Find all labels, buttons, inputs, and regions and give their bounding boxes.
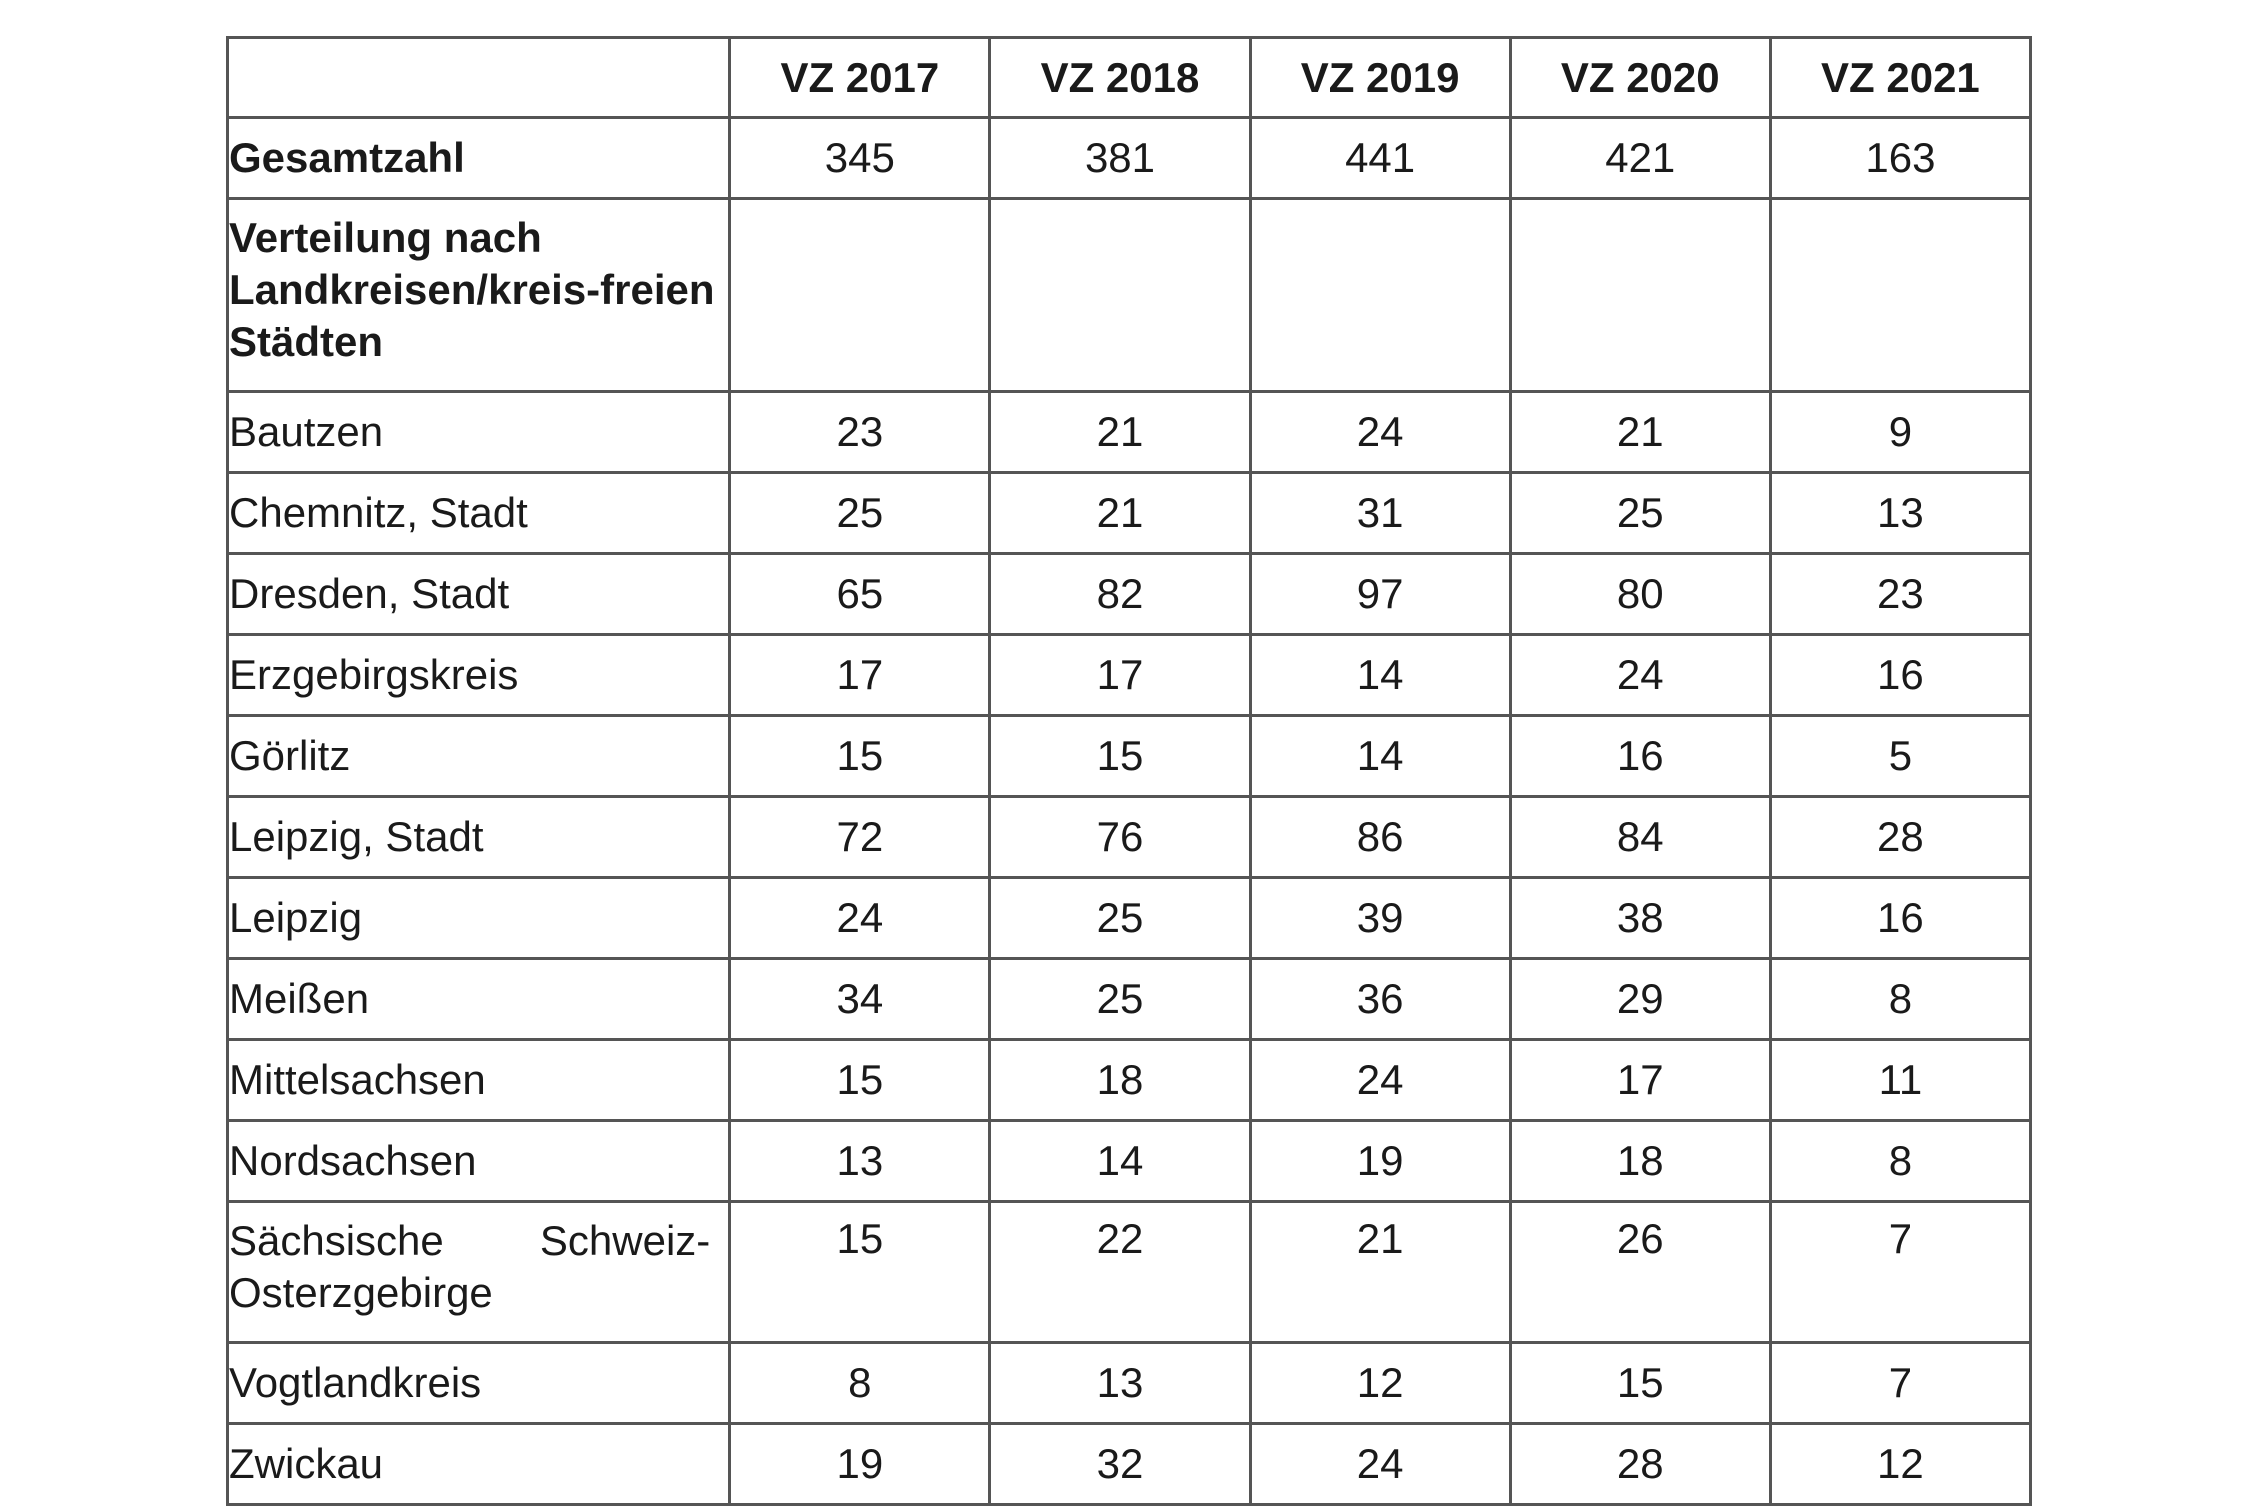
header-cell-year: VZ 2019 xyxy=(1250,38,1510,118)
data-table xyxy=(226,36,2032,1506)
table-cell: 14 xyxy=(1250,716,1510,797)
district-label: Nordsachsen xyxy=(228,1121,730,1202)
table-cell: 15 xyxy=(730,1202,990,1343)
table-cell: 84 xyxy=(1510,797,1770,878)
empty-cell xyxy=(1770,199,2030,392)
table-cell: 8 xyxy=(1770,959,2030,1040)
table-cell: 9 xyxy=(1770,392,2030,473)
table-cell: 25 xyxy=(990,878,1250,959)
table-cell: 13 xyxy=(990,1343,1250,1424)
table-row xyxy=(228,716,2031,797)
table-cell: 12 xyxy=(1770,1424,2030,1505)
table-cell: 24 xyxy=(730,878,990,959)
table-cell: 7 xyxy=(1770,1343,2030,1424)
table-cell: 80 xyxy=(1510,554,1770,635)
header-cell-year: VZ 2018 xyxy=(990,38,1250,118)
district-label: Mittelsachsen xyxy=(228,1040,730,1121)
table-cell: 15 xyxy=(1510,1343,1770,1424)
district-label: Leipzig, Stadt xyxy=(228,797,730,878)
district-label: Meißen xyxy=(228,959,730,1040)
table-cell: 15 xyxy=(730,716,990,797)
table-row xyxy=(228,878,2031,959)
district-label: Bautzen xyxy=(228,392,730,473)
header-cell-year: VZ 2021 xyxy=(1770,38,2030,118)
section-label: Verteilung nach Landkreisen/kreis-freien Städten xyxy=(228,199,730,392)
table-cell: 17 xyxy=(730,635,990,716)
table-cell: 8 xyxy=(730,1343,990,1424)
empty-cell xyxy=(1510,199,1770,392)
district-label: Görlitz xyxy=(228,716,730,797)
table-row xyxy=(228,1424,2031,1505)
table-cell: 7 xyxy=(1770,1202,2030,1343)
table-cell: 34 xyxy=(730,959,990,1040)
table-cell: 8 xyxy=(1770,1121,2030,1202)
table-cell: 36 xyxy=(1250,959,1510,1040)
table-row xyxy=(228,635,2031,716)
table-cell: 16 xyxy=(1510,716,1770,797)
table-cell: 97 xyxy=(1250,554,1510,635)
table-cell: 29 xyxy=(1510,959,1770,1040)
table-cell: 25 xyxy=(730,473,990,554)
empty-cell xyxy=(730,199,990,392)
table-cell: 14 xyxy=(1250,635,1510,716)
table-cell: 76 xyxy=(990,797,1250,878)
table-cell: 24 xyxy=(1250,392,1510,473)
table-cell: 13 xyxy=(1770,473,2030,554)
table-cell: 31 xyxy=(1250,473,1510,554)
total-label: Gesamtzahl xyxy=(228,118,730,199)
table-cell: 26 xyxy=(1510,1202,1770,1343)
total-value: 381 xyxy=(990,118,1250,199)
table-cell: 32 xyxy=(990,1424,1250,1505)
table-cell: 15 xyxy=(730,1040,990,1121)
table-cell: 28 xyxy=(1510,1424,1770,1505)
table-cell: 21 xyxy=(1250,1202,1510,1343)
table-cell: 39 xyxy=(1250,878,1510,959)
table-cell: 24 xyxy=(1510,635,1770,716)
table-cell: 16 xyxy=(1770,878,2030,959)
table-row xyxy=(228,1040,2031,1121)
table-cell: 24 xyxy=(1250,1040,1510,1121)
table-cell: 17 xyxy=(1510,1040,1770,1121)
district-label: Dresden, Stadt xyxy=(228,554,730,635)
table-cell: 65 xyxy=(730,554,990,635)
table-cell: 82 xyxy=(990,554,1250,635)
district-label: Vogtlandkreis xyxy=(228,1343,730,1424)
table-cell: 23 xyxy=(730,392,990,473)
table-cell: 21 xyxy=(990,392,1250,473)
header-row xyxy=(228,38,2031,118)
section-row xyxy=(228,199,2031,392)
table-cell: 11 xyxy=(1770,1040,2030,1121)
table-row xyxy=(228,554,2031,635)
table-cell: 25 xyxy=(1510,473,1770,554)
table-cell: 86 xyxy=(1250,797,1510,878)
district-label: Zwickau xyxy=(228,1424,730,1505)
table-cell: 22 xyxy=(990,1202,1250,1343)
table-cell: 24 xyxy=(1250,1424,1510,1505)
header-cell-year: VZ 2017 xyxy=(730,38,990,118)
empty-cell xyxy=(1250,199,1510,392)
table-cell: 25 xyxy=(990,959,1250,1040)
table-cell: 16 xyxy=(1770,635,2030,716)
total-value: 421 xyxy=(1510,118,1770,199)
table-cell: 19 xyxy=(1250,1121,1510,1202)
table-row xyxy=(228,959,2031,1040)
table-cell: 13 xyxy=(730,1121,990,1202)
table-row xyxy=(228,392,2031,473)
total-value: 441 xyxy=(1250,118,1510,199)
district-label: Leipzig xyxy=(228,878,730,959)
table-cell: 19 xyxy=(730,1424,990,1505)
table-cell: 12 xyxy=(1250,1343,1510,1424)
table-cell: 15 xyxy=(990,716,1250,797)
district-label: Chemnitz, Stadt xyxy=(228,473,730,554)
table-row xyxy=(228,797,2031,878)
table-cell: 5 xyxy=(1770,716,2030,797)
district-label: Erzgebirgskreis xyxy=(228,635,730,716)
table-row xyxy=(228,1121,2031,1202)
district-label: Sächsische Schweiz-Osterzgebirge xyxy=(228,1202,730,1343)
header-cell-empty xyxy=(228,38,730,118)
table-cell: 18 xyxy=(1510,1121,1770,1202)
table-cell: 72 xyxy=(730,797,990,878)
total-value: 163 xyxy=(1770,118,2030,199)
table-cell: 14 xyxy=(990,1121,1250,1202)
table-row xyxy=(228,473,2031,554)
table-cell: 38 xyxy=(1510,878,1770,959)
total-row xyxy=(228,118,2031,199)
table-cell: 23 xyxy=(1770,554,2030,635)
table-row xyxy=(228,1202,2031,1343)
header-cell-year: VZ 2020 xyxy=(1510,38,1770,118)
total-value: 345 xyxy=(730,118,990,199)
table-cell: 21 xyxy=(990,473,1250,554)
table-cell: 21 xyxy=(1510,392,1770,473)
table-cell: 18 xyxy=(990,1040,1250,1121)
table-cell: 28 xyxy=(1770,797,2030,878)
table-cell: 17 xyxy=(990,635,1250,716)
empty-cell xyxy=(990,199,1250,392)
table-row xyxy=(228,1343,2031,1424)
